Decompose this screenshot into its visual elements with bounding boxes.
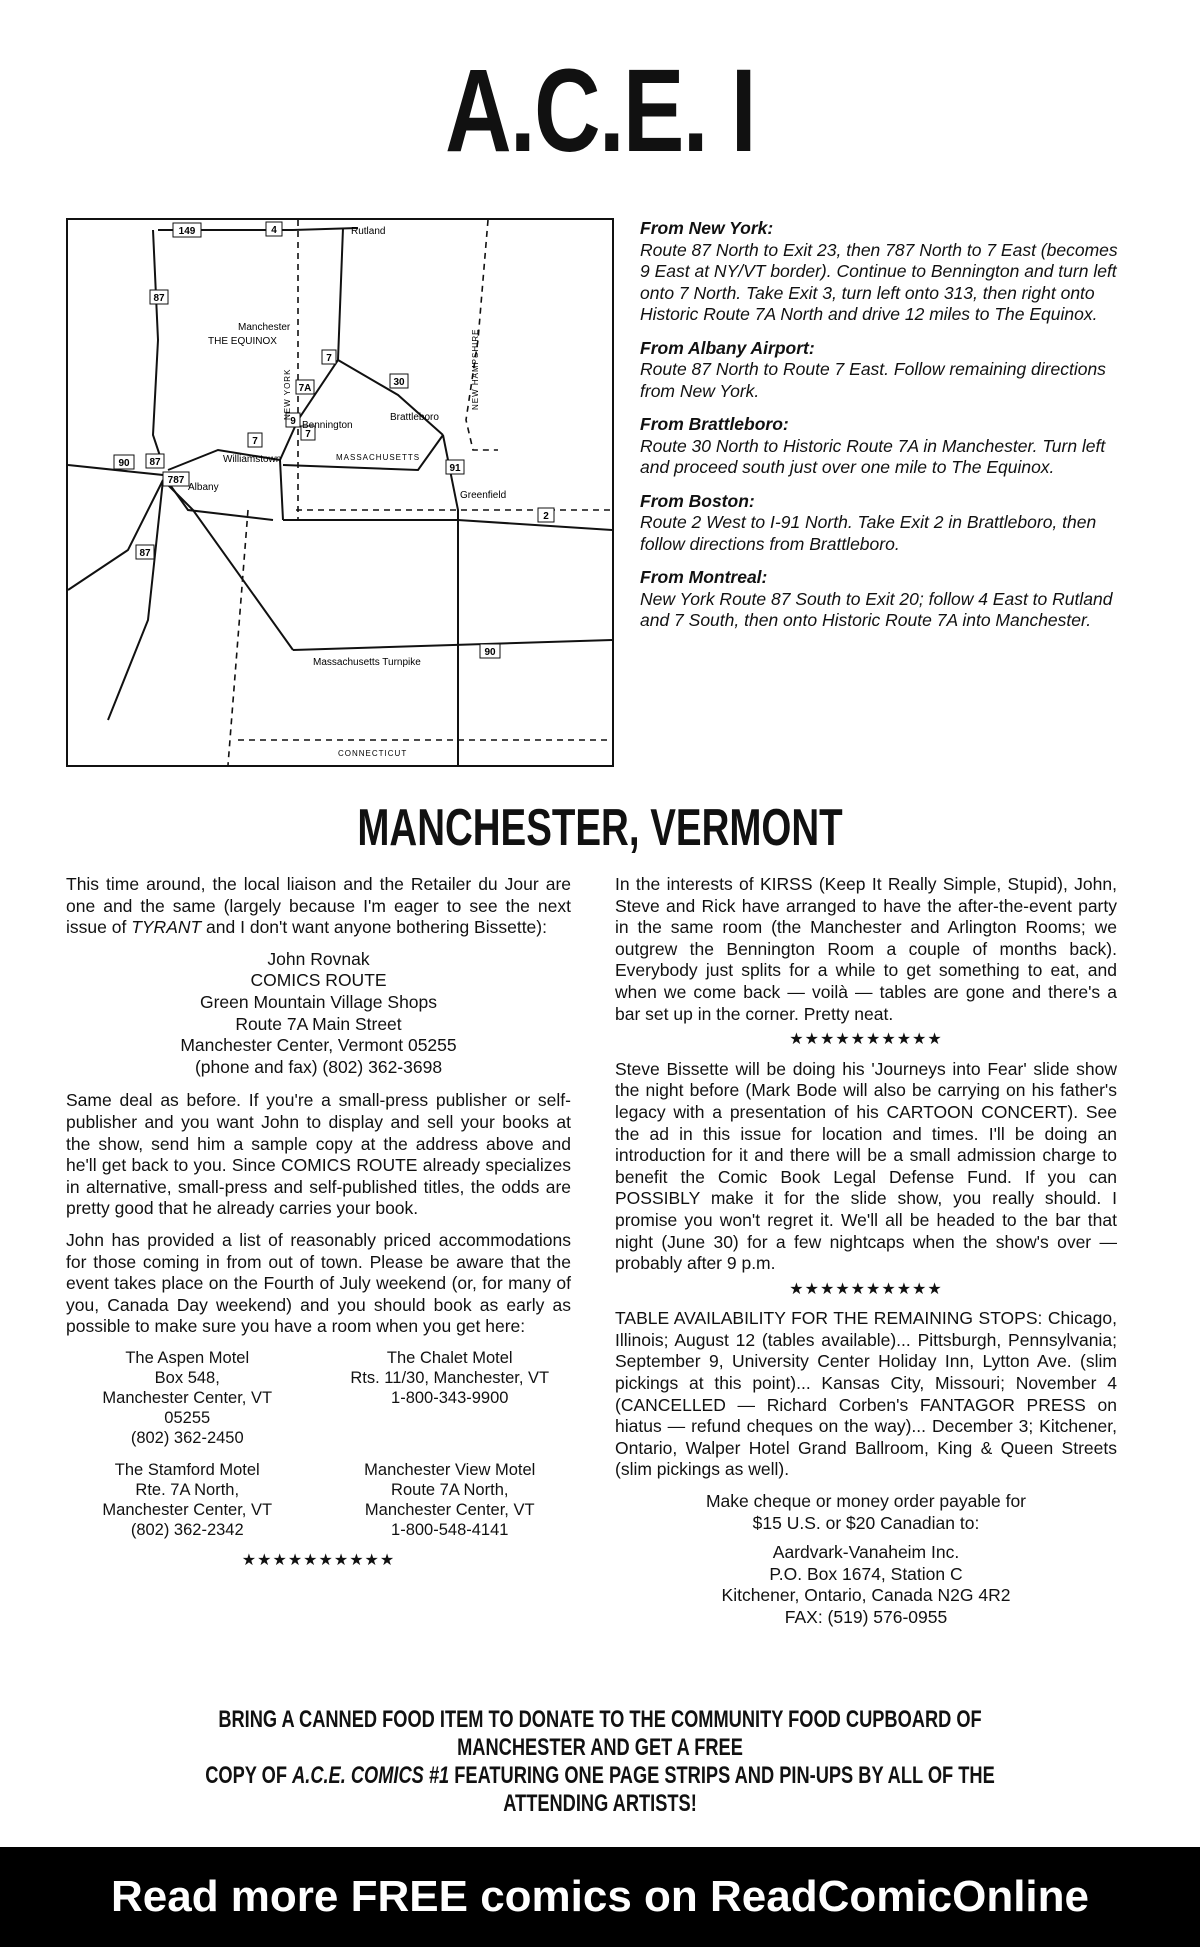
- direction-heading: From Montreal:: [640, 567, 768, 587]
- label-williamstown: Williamstown: [223, 454, 282, 465]
- svg-text:90: 90: [118, 458, 130, 469]
- direction-montreal: [640, 567, 1120, 632]
- right-column: [615, 874, 1117, 1629]
- label-new-york: NEW YORK: [283, 368, 292, 420]
- label-mass-pike: Massachusetts Turnpike: [313, 657, 421, 668]
- table-availability-paragraph: TABLE AVAILABILITY FOR THE REMAINING STOPS: Chicago, Illinois; August 12 (tables available)... Pittsburgh, Pennsylvania; September 9, University Center Holiday Inn, Lytton Ave. (slim pickings at this point)... Kansas City, Missouri; November 4 (CANCELLED — Richard Corben's FANTAGOR PRESS on hiatus — refund cheques on the way)... December 3; Kitchener, Ontario, Walper Hotel Grand Ballroom, King & Queen Streets (slim pickings as well).: [615, 1308, 1117, 1480]
- svg-text:4: 4: [271, 225, 277, 236]
- shield-4: [266, 222, 282, 236]
- directions-list: [640, 218, 1120, 644]
- direction-text: Route 87 North to Exit 23, then 787 North to 7 East (becomes 9 East at NY/VT border). Continue to Bennington and turn left onto 7 North. Take Exit 3, turn left onto 313, then right onto Historic Route 7A North and drive 12 miles to The Equinox.: [640, 239, 1118, 324]
- svg-text:7: 7: [252, 436, 258, 447]
- motel-stamford: The Stamford Motel Rte. 7A North, Manchester Center, VT (802) 362-2342: [102, 1460, 273, 1539]
- border-ny-ma: [228, 510, 248, 765]
- shield-7-2: [248, 433, 262, 447]
- shield-91: [446, 460, 464, 474]
- shield-7-1: [322, 350, 336, 364]
- road-2: [283, 520, 612, 530]
- direction-text: Route 2 West to I-91 North. Take Exit 2 in Brattleboro, then follow directions from Brattleboro.: [640, 512, 1097, 554]
- label-new-hampshire: NEW HAMPSHIRE: [471, 328, 480, 410]
- road-91: [443, 435, 458, 765]
- svg-text:9: 9: [290, 416, 296, 427]
- label-rutland: Rutland: [351, 226, 386, 237]
- svg-text:87: 87: [153, 293, 165, 304]
- page-title: A.C.E. I: [445, 45, 755, 177]
- label-equinox: THE EQUINOX: [208, 336, 277, 347]
- label-connecticut: CONNECTICUT: [338, 749, 408, 758]
- promo-banner[interactable]: [0, 1847, 1200, 1947]
- label-greenfield: Greenfield: [460, 490, 507, 501]
- star-divider: ★★★★★★★★★★: [789, 1031, 943, 1049]
- direction-boston: [640, 491, 1120, 556]
- road-4: [293, 228, 358, 230]
- svg-text:2: 2: [543, 511, 549, 522]
- road-787: [163, 480, 293, 650]
- svg-text:7A: 7A: [298, 383, 312, 394]
- label-albany: Albany: [188, 482, 219, 493]
- road-30: [338, 360, 443, 435]
- road-mass-pike: [293, 640, 612, 650]
- direction-new-york: [640, 218, 1120, 326]
- star-divider: ★★★★★★★★★★: [241, 1551, 396, 1569]
- direction-heading: From Brattleboro:: [640, 414, 789, 434]
- shield-30: [390, 374, 408, 388]
- shield-787: [163, 472, 189, 486]
- motel-aspen: The Aspen Motel Box 548, Manchester Center, VT 05255 (802) 362-2450: [102, 1348, 273, 1447]
- liaison-address: John Rovnak COMICS ROUTE Green Mountain Village Shops Route 7A Main Street Manchester Center, Vermont 05255 (phone and fax) (802) 362-3698: [180, 948, 457, 1077]
- svg-text:7: 7: [326, 353, 332, 364]
- label-brattleboro: Brattleboro: [390, 412, 439, 423]
- slide-show-paragraph: Steve Bissette will be doing his 'Journeys into Fear' slide show the night before (Mark Bode will also be carrying on his father's legacy with a presentation of his CARTOON CONCERT). See the ad in this issue for location and times. I'll be doing an introduction for it and there will be a small admission charge to benefit the Comic Book Legal Defense Fund. If you can POSSIBLY make it for the slide show, you really should. I promise you won't regret it. We'll all be headed to the bar that night (June 30) for a few nightcaps when the show's over — probably after 9 p.m.: [615, 1058, 1117, 1274]
- svg-text:7: 7: [305, 429, 311, 440]
- accommodation-paragraph: John has provided a list of reasonably priced accommodations for those coming in from out of town. Please be aware that the event takes place on the Fourth of July weekend (or, for many of you, Canada Day weekend) and you should book as early as possible to make sure you have a room when you get here:: [66, 1229, 571, 1337]
- direction-heading: From Albany Airport:: [640, 337, 815, 358]
- shield-87c: [136, 545, 154, 559]
- svg-text:30: 30: [393, 377, 405, 388]
- direction-text: Route 30 North to Historic Route 7A in Manchester. Turn left and proceed south just over one mile to The Equinox.: [640, 435, 1106, 477]
- svg-text:90: 90: [484, 647, 496, 658]
- promo-banner-text[interactable]: Read more FREE comics on ReadComicOnline: [110, 1872, 1089, 1921]
- party-paragraph: In the interests of KIRSS (Keep It Really Simple, Stupid), John, Steve and Rick have arranged to have the after-the-event party in the same room (the Manchester and Arlington Rooms; we outgrew the Bennington Room a couple of months back). Everybody just splits for a while to get something to eat, and when we come back — voilà — tables are gone and there's a bar set up in the corner. Pretty neat.: [615, 874, 1117, 1024]
- shield-87a: [150, 290, 168, 304]
- direction-text: New York Route 87 South to Exit 20; follow 4 East to Rutland and 7 South, then onto Historic Route 7A into Manchester.: [640, 588, 1113, 630]
- section-heading: MANCHESTER, VERMONT: [357, 799, 843, 857]
- publisher-paragraph: Same deal as before. If you're a small-press publisher or self-publisher and you want John to display and sell your books at the show, send him a sample copy at the address above and he'll get back to you. Since COMICS ROUTE already specializes in alternative, small-press and self-published titles, the odds are pretty good that he already carries your book.: [66, 1090, 571, 1219]
- publisher-address: Aardvark-Vanaheim Inc. P.O. Box 1674, Station C Kitchener, Ontario, Canada N2G 4R2 FAX: (519) 576-0955: [721, 1542, 1011, 1627]
- motel-manchester-view: Manchester View Motel Route 7A North, Manchester Center, VT 1-800-548-4141: [364, 1460, 536, 1539]
- motel-chalet: The Chalet Motel Rts. 11/30, Manchester, VT 1-800-343-9900: [350, 1348, 550, 1407]
- shield-2: [538, 508, 554, 522]
- road-87-south: [108, 480, 163, 720]
- shield-90a: [114, 455, 134, 469]
- direction-text: Route 87 North to Route 7 East. Follow remaining directions from New York.: [640, 359, 1106, 401]
- food-drive-note: BRING A CANNED FOOD ITEM TO DONATE TO THE COMMUNITY FOOD CUPBOARD OF MANCHESTER AND GET A FREE COPY OF A.C.E. COMICS #1 FEATURING ONE PAGE STRIPS AND PIN-UPS BY ALL OF THE ATTENDING ARTISTS!: [205, 1706, 995, 1817]
- motel-list: [66, 1348, 571, 1540]
- svg-text:87: 87: [149, 457, 161, 468]
- direction-heading: From New York:: [640, 218, 774, 238]
- left-column: [66, 874, 571, 1579]
- road-87: [153, 230, 163, 465]
- shield-87b: [146, 454, 164, 468]
- map-drawing: [68, 220, 612, 765]
- label-massachusetts: MASSACHUSETTS: [336, 453, 421, 462]
- direction-heading: From Boston:: [640, 490, 755, 511]
- direction-brattleboro: [640, 414, 1120, 479]
- svg-text:787: 787: [167, 475, 185, 486]
- svg-text:87: 87: [139, 548, 151, 559]
- shield-90b: [480, 644, 500, 658]
- intro-paragraph: This time around, the local liaison and the Retailer du Jour are one and the same (largely because I'm eager to see the next issue of TYRANT and I don't want anyone bothering Bissette):: [66, 874, 571, 938]
- svg-text:91: 91: [449, 463, 461, 474]
- svg-text:149: 149: [178, 226, 196, 237]
- road-misc: [68, 480, 163, 590]
- direction-albany-airport: [640, 338, 1120, 403]
- payment-instructions: Make cheque or money order payable for $15 U.S. or $20 Canadian to:: [705, 1491, 1027, 1533]
- label-manchester: Manchester: [238, 322, 291, 333]
- star-divider: ★★★★★★★★★★: [789, 1280, 943, 1298]
- shield-7a: [296, 380, 314, 394]
- route-map: [66, 218, 614, 767]
- label-bennington: Bennington: [302, 420, 353, 431]
- shield-149: [173, 223, 201, 237]
